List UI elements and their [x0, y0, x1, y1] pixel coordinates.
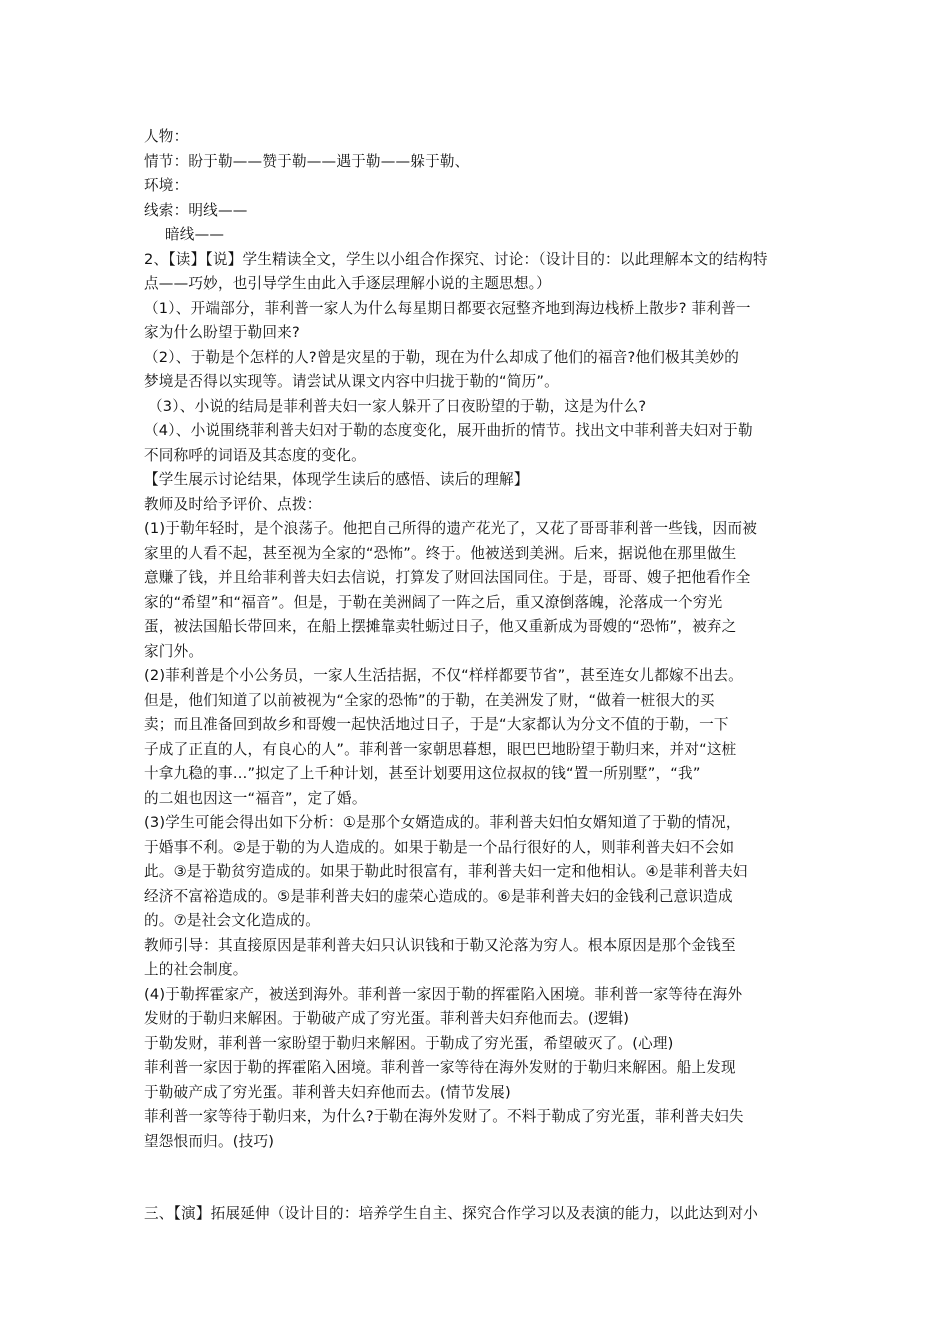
text-line: 蛋，被法国船长带回来，在船上摆摊靠卖牡蛎过日子，他又重新成为哥嫂的“恐怖”，被弃之 [144, 618, 737, 635]
text-line: （3）、小说的结局是菲利普夫妇一家人躲开了日夜盼望的于勒，这是为什么? [148, 397, 647, 415]
text-line: （2）、于勒是个怎样的人?曾是灾星的于勒，现在为什么却成了他们的福音?他们极其美妙的 [144, 348, 740, 366]
text-line: 于婚事不利。②是于勒的为人造成的。如果于勒是一个品行很好的人，则菲利普夫妇不会如 [144, 838, 735, 856]
text-line: 菲利普一家等待于勒归来，为什么?于勒在海外发财了。不料于勒成了穷光蛋，菲利普夫妇失 [144, 1108, 744, 1125]
text-line: 的二姐也因这一“福音”，定了婚。 [144, 789, 367, 807]
text-line: 卖；而且准备回到故乡和哥嫂一起快活地过日子，于是“大家都认为分文不值的于勒，一下 [144, 716, 729, 733]
paragraph-gap [144, 1154, 812, 1202]
text-line: 梦境是否得以实现等。请尝试从课文内容中归拢于勒的“简历”。 [144, 373, 559, 390]
text-line: 菲利普一家因于勒的挥霍陷入困境。菲利普一家等待在海外发财的于勒归来解困。船上发现 [144, 1059, 736, 1076]
text-line: 家为什么盼望于勒回来? [144, 324, 300, 341]
text-line: 不同称呼的词语及其态度的变化。 [144, 446, 366, 464]
text-line: 家的“希望”和“福音”。但是，于勒在美洲阔了一阵之后，重又潦倒落魄，沦落成一个穷光 [144, 593, 723, 611]
text-line: （1）、开端部分，菲利普一家人为什么每星期日都要衣冠整齐地到海边栈桥上散步? 菲利普一 [144, 299, 751, 317]
text-line: 望怨恨而归。(技巧) [144, 1132, 275, 1150]
text-line: 家门外。 [144, 642, 204, 660]
text-line-characters: 人物： [144, 128, 189, 145]
text-line: (3)学生可能会得出如下分析：①是那个女婿造成的。菲利普夫妇怕女婿知道了于勒的情况， [144, 814, 741, 831]
text-line: 意赚了钱，并且给菲利普夫妇去信说，打算发了财回法国同住。于是，哥哥、嫂子把他看作全 [144, 569, 751, 586]
text-line-setting: 环境： [144, 177, 189, 194]
text-line-heading: 【学生展示讨论结果，体现学生读后的感悟、读后的理解】 [144, 471, 529, 488]
text-line: 但是，他们知道了以前被视为“全家的恐怖”的于勒，在美洲发了财，“做着一桩很大的买 [144, 691, 715, 709]
text-line: 子成了正直的人，有良心的人”。菲利普一家朝思暮想，眼巴巴地盼望于勒归来，并对“这桩 [144, 740, 737, 758]
text-line: （4）、小说围绕菲利普夫妇对于勒的态度变化，展开曲折的情节。找出文中菲利普夫妇对于勒 [144, 422, 753, 439]
text-line: 的。⑦是社会文化造成的。 [144, 912, 321, 929]
text-line-clue-main: 线索：明线—— [144, 201, 248, 219]
text-line: 教师及时给予评价、点拨： [144, 495, 322, 513]
document-page [144, 125, 812, 1227]
text-line: 上的社会制度。 [144, 961, 248, 978]
text-line: (2)菲利普是个小公务员，一家人生活拮据，不仅“样样都要节省”，甚至连女儿都嫁不出去。 [144, 667, 743, 684]
text-line: 此。③是于勒贫穷造成的。如果于勒此时很富有，菲利普夫妇一定和他相认。④是菲利普夫妇 [144, 863, 748, 880]
text-line: 十拿九稳的事…”拟定了上千种计划，甚至计划要用这位叔叔的钱“置一所别墅”，“我” [144, 765, 701, 782]
text-line: 于勒发财，菲利普一家盼望于勒归来解困。于勒成了穷光蛋，希望破灭了。(心理) [144, 1034, 674, 1052]
text-line: 教师引导：其直接原因是菲利普夫妇只认识钱和于勒又沦落为穷人。根本原因是那个金钱至 [144, 936, 736, 954]
text-line: (1)于勒年轻时，是个浪荡子。他把自己所得的遗产花光了，又花了哥哥菲利普一些钱，因而被 [144, 520, 758, 537]
text-line: 家里的人看不起，甚至视为全家的“恐怖”。终于。他被送到美洲。后来，据说他在那里做生 [144, 544, 737, 562]
text-line-section-heading: 三、【演】拓展延伸（设计目的：培养学生自主、探究合作学习以及表演的能力，以此达到对小 [144, 1205, 759, 1222]
text-line: 2、【读】【说】学生精读全文，学生以小组合作探究、讨论：（设计目的：以此理解本文的结构特 [144, 250, 768, 268]
text-line-clue-hidden: 暗线—— [165, 226, 225, 243]
text-line: 点——巧妙，也引导学生由此入手逐层理解小说的主题思想。） [144, 275, 551, 292]
text-line-plot: 情节：盼于勒——赞于勒——遇于勒——躲于勒、 [144, 152, 470, 170]
text-line: 于勒破产成了穷光蛋。菲利普夫妇弃他而去。(情节发展) [144, 1083, 511, 1101]
text-line: 发财的于勒归来解困。于勒破产成了穷光蛋。菲利普夫妇弃他而去。(逻辑) [144, 1010, 630, 1027]
text-line: 经济不富裕造成的。⑤是菲利普夫妇的虚荣心造成的。⑥是菲利普夫妇的金钱利己意识造成 [144, 887, 733, 905]
text-line: (4)于勒挥霍家产，被送到海外。菲利普一家因于勒的挥霍陷入困境。菲利普一家等待在海外 [144, 985, 743, 1003]
